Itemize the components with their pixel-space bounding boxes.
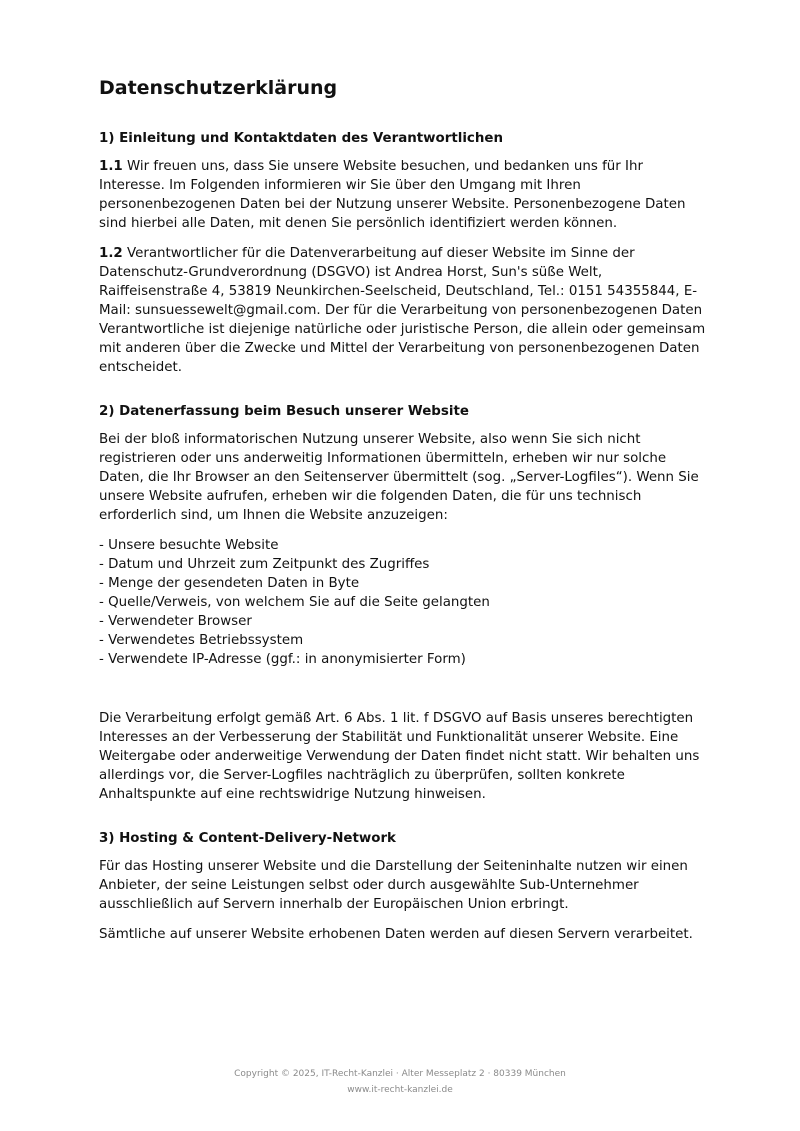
section-heading: 1) Einleitung und Kontaktdaten des Verantwortlichen <box>99 131 504 146</box>
list-item: - Quelle/Verweis, von welchem Sie auf die Seite gelangten <box>99 593 709 612</box>
list-item: - Menge der gesendeten Daten in Byte <box>99 574 709 593</box>
document-page <box>99 74 709 969</box>
paragraph-1-2 <box>99 244 709 377</box>
paragraph-number: 1.1 <box>99 159 123 174</box>
section-heading: 3) Hosting & Content-Delivery-Network <box>99 831 396 846</box>
footer-website-link[interactable]: www.it-recht-kanzlei.de <box>347 1085 453 1095</box>
paragraph-1-1 <box>99 157 709 233</box>
list-item: - Unsere besuchte Website <box>99 536 709 555</box>
section-introduction <box>99 129 709 377</box>
list-item: - Verwendete IP-Adresse (ggf.: in anonymisierter Form) <box>99 650 709 669</box>
paragraph-hosting: Für das Hosting unserer Website und die Darstellung der Seiteninhalte nutzen wir einen Anbieter, der seine Leistungen selbst oder durch ausgewählte Sub-Unternehmer ausschließlich auf Servern innerhalb der Europäischen Union erbringt. <box>99 859 688 912</box>
paragraph-servers: Sämtliche auf unserer Website erhobenen Daten werden auf diesen Servern verarbeitet. <box>99 927 693 942</box>
footer-copyright: Copyright © 2025, IT-Recht-Kanzlei · Alter Messeplatz 2 · 80339 München <box>234 1069 566 1079</box>
list-item: - Verwendetes Betriebssystem <box>99 631 709 650</box>
paragraph-intro: Bei der bloß informatorischen Nutzung unserer Website, also wenn Sie sich nicht registrieren oder uns anderweitig Informationen übermitteln, erheben wir nur solche Daten, die Ihr Browser an den Seitenserver übermittelt (sog. „Server-Logfiles“). Wenn Sie unsere Website aufrufen, erheben wir die folgenden Daten, die für uns technisch erforderlich sind, um Ihnen die Website anzuzeigen: <box>99 432 699 523</box>
page-footer <box>0 1066 800 1098</box>
paragraph-text: Wir freuen uns, dass Sie unsere Website besuchen, und bedanken uns für Ihr Interesse. Im Folgenden informieren wir Sie über den Umgang mit Ihren personenbezogenen Daten bei der Nutzung unserer Website. Personenbezogene Daten sind hierbei alle Daten, mit denen Sie persönlich identifiziert werden können. <box>99 159 686 231</box>
list-item: - Datum und Uhrzeit zum Zeitpunkt des Zugriffes <box>99 555 709 574</box>
paragraph-legal-basis: Die Verarbeitung erfolgt gemäß Art. 6 Abs. 1 lit. f DSGVO auf Basis unseres berechtigten Interesses an der Verbesserung der Stabilität und Funktionalität unserer Website. Eine Weitergabe oder anderweitige Verwendung der Daten findet nicht statt. Wir behalten uns allerdings vor, die Server-Logfiles nachträglich zu überprüfen, sollten konkrete Anhaltspunkte auf eine rechtswidrige Nutzung hinweisen. <box>99 711 700 802</box>
section-data-collection <box>99 402 709 804</box>
collected-data-list <box>99 536 709 669</box>
page-title: Datenschutzerklärung <box>99 77 338 99</box>
paragraph-text: Verantwortlicher für die Datenverarbeitung auf dieser Website im Sinne der Datenschutz-Grundverordnung (DSGVO) ist Andrea Horst, Sun's süße Welt, Raiffeisenstraße 4, 53819 Neunkirchen-Seelscheid, Deutschland, Tel.: 0151 54355844, E-Mail: sunsuessewelt@gmail.com. Der für die Verarbeitung von personenbezogenen Daten Verantwortliche ist diejenige natürliche oder juristische Person, die allein oder gemeinsam mit anderen über die Zwecke und Mittel der Verarbeitung von personenbezogenen Daten entscheidet. <box>99 246 706 375</box>
paragraph-number: 1.2 <box>99 246 123 261</box>
list-item: - Verwendeter Browser <box>99 612 709 631</box>
section-heading: 2) Datenerfassung beim Besuch unserer Website <box>99 404 469 419</box>
section-hosting <box>99 829 709 944</box>
